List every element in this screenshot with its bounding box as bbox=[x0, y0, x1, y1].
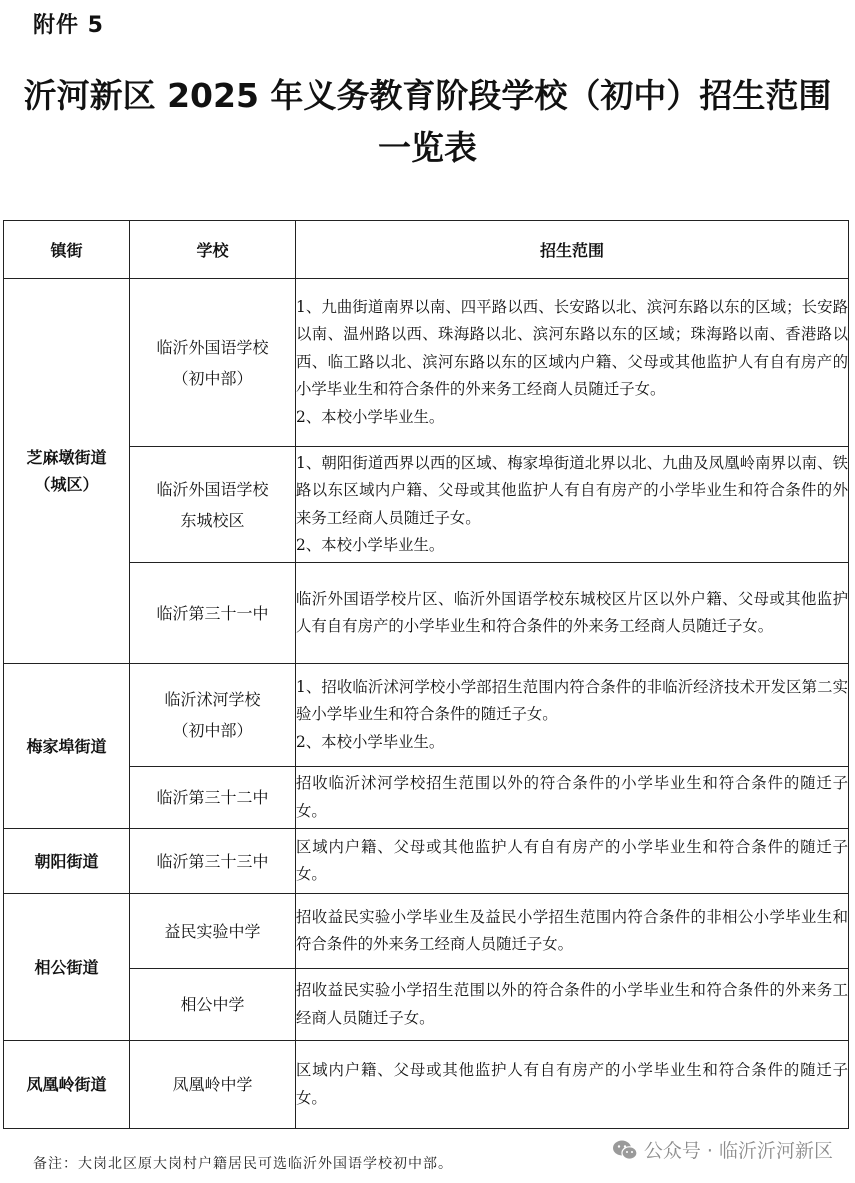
attachment-label: 附件 5 bbox=[33, 13, 104, 38]
scope-cell bbox=[296, 767, 849, 829]
scope-cell bbox=[296, 894, 849, 969]
school-subname: 东城校区 bbox=[180, 510, 245, 530]
scope-cell bbox=[296, 829, 849, 894]
scope-cell bbox=[296, 1041, 849, 1129]
school-cell bbox=[130, 279, 296, 447]
table-row bbox=[4, 767, 849, 829]
admission-table bbox=[3, 220, 849, 1129]
footnote: 备注：大岗北区原大岗村户籍居民可选临沂外国语学校初中部。 bbox=[33, 1156, 453, 1172]
table-row bbox=[4, 894, 849, 969]
page-title: 沂河新区 2025 年义务教育阶段学校（初中）招生范围一览表 bbox=[23, 76, 832, 167]
table-row bbox=[4, 664, 849, 767]
school-name: 临沂外国语学校 bbox=[156, 337, 269, 357]
school-name: 临沂第三十三中 bbox=[156, 851, 269, 871]
town-subname: （城区） bbox=[34, 475, 99, 494]
scope-text: 1、九曲街道南界以南、四平路以西、长安路以北、滨河东路以东的区域；长安路以南、温州路以西、珠海路以北、滨河东路以东的区域；珠海路以南、香港路以西、临工路以北、滨河东路以东的区域内户籍、父母或其他监护人有自有房产的小学毕业生和符合条件的外来务工经商人员随迁子女。 bbox=[296, 297, 848, 399]
town-cell bbox=[4, 1041, 130, 1129]
school-name: 临沂第三十一中 bbox=[156, 603, 269, 623]
town-name: 芝麻墩街道 bbox=[26, 448, 107, 467]
town-name: 相公街道 bbox=[34, 957, 99, 977]
watermark-text: 公众号 · 临沂沂河新区 bbox=[643, 1140, 833, 1162]
watermark bbox=[612, 1136, 833, 1163]
school-name: 益民实验中学 bbox=[164, 921, 261, 941]
school-cell bbox=[130, 829, 296, 894]
table-row bbox=[4, 829, 849, 894]
school-subname: （初中部） bbox=[172, 368, 253, 388]
table-row bbox=[4, 969, 849, 1041]
header-school: 学校 bbox=[130, 221, 296, 279]
scope-text: 区域内户籍、父母或其他监护人有自有房产的小学毕业生和符合条件的随迁子女。 bbox=[296, 837, 848, 883]
town-cell bbox=[4, 894, 130, 1041]
scope-text: 招收临沂沭河学校招生范围以外的符合条件的小学毕业生和符合条件的随迁子女。 bbox=[296, 774, 848, 820]
school-subname: （初中部） bbox=[172, 721, 253, 740]
scope-text: 1、招收临沂沭河学校小学部招生范围内符合条件的非临沂经济技术开发区第二实验小学毕业生和符合条件的随迁子女。 bbox=[296, 677, 848, 724]
scope-text: 临沂外国语学校片区、临沂外国语学校东城校区片区以外户籍、父母或其他监护人有自有房产的小学毕业生和符合条件的外来务工经商人员随迁子女。 bbox=[296, 589, 848, 635]
town-name: 梅家埠街道 bbox=[26, 736, 107, 756]
school-name: 临沂外国语学校 bbox=[156, 479, 269, 499]
school-cell bbox=[130, 767, 296, 829]
table-header-row bbox=[4, 221, 849, 279]
wechat-icon bbox=[612, 1139, 638, 1161]
school-cell bbox=[130, 664, 296, 767]
scope-text: 1、朝阳街道西界以西的区域、梅家埠街道北界以北、九曲及凤凰岭南界以南、铁路以东区域内户籍、父母或其他监护人有自有房产的小学毕业生和符合条件的外来务工经商人员随迁子女。 bbox=[296, 453, 848, 527]
town-name: 朝阳街道 bbox=[34, 851, 99, 871]
scope-text: 区域内户籍、父母或其他监护人有自有房产的小学毕业生和符合条件的随迁子女。 bbox=[296, 1061, 848, 1107]
school-name: 凤凰岭中学 bbox=[172, 1075, 253, 1094]
school-cell bbox=[130, 563, 296, 664]
school-name: 相公中学 bbox=[180, 995, 245, 1014]
scope-cell bbox=[296, 279, 849, 447]
scope-text: 2、本校小学毕业生。 bbox=[296, 407, 445, 426]
scope-cell bbox=[296, 969, 849, 1041]
table-row bbox=[4, 279, 849, 447]
school-name: 临沂沭河学校 bbox=[164, 690, 261, 709]
school-cell bbox=[130, 447, 296, 563]
school-cell bbox=[130, 969, 296, 1041]
header-scope: 招生范围 bbox=[296, 221, 849, 279]
table-row bbox=[4, 563, 849, 664]
town-cell bbox=[4, 664, 130, 829]
scope-text: 招收益民实验小学毕业生及益民小学招生范围内符合条件的非相公小学毕业生和符合条件的外来务工经商人员随迁子女。 bbox=[296, 907, 848, 953]
scope-cell bbox=[296, 664, 849, 767]
town-cell bbox=[4, 829, 130, 894]
header-town: 镇街 bbox=[4, 221, 130, 279]
school-cell bbox=[130, 1041, 296, 1129]
table-row bbox=[4, 1041, 849, 1129]
scope-cell bbox=[296, 563, 849, 664]
school-cell bbox=[130, 894, 296, 969]
town-cell bbox=[4, 279, 130, 664]
table-row bbox=[4, 447, 849, 563]
scope-text: 招收益民实验小学招生范围以外的符合条件的小学毕业生和符合条件的外来务工经商人员随迁子女。 bbox=[296, 981, 848, 1027]
scope-text: 2、本校小学毕业生。 bbox=[296, 536, 445, 554]
school-name: 临沂第三十二中 bbox=[156, 788, 269, 807]
scope-text: 2、本校小学毕业生。 bbox=[296, 732, 445, 751]
scope-cell bbox=[296, 447, 849, 563]
town-name: 凤凰岭街道 bbox=[26, 1075, 107, 1094]
